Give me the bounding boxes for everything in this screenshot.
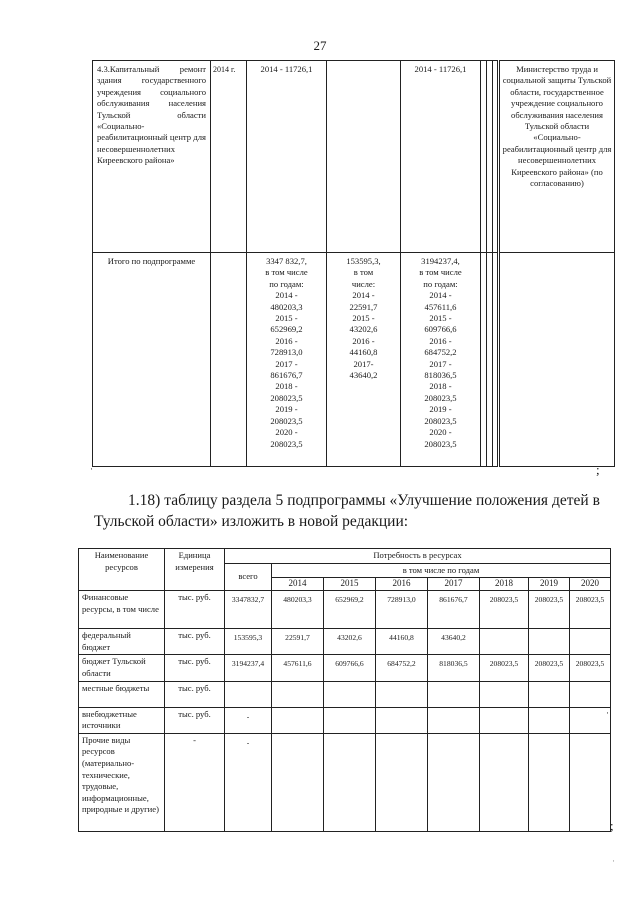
total-line: 2016 - xyxy=(275,335,298,346)
regional-line: 2020 - xyxy=(429,427,452,438)
resource-name: внебюджетные источники xyxy=(79,707,165,733)
total-line: 3347 832,7, xyxy=(266,256,307,266)
resource-year-value xyxy=(480,707,529,733)
resource-year-value: 43640,2 xyxy=(428,629,480,655)
federal-line: 44160,8 xyxy=(349,347,378,358)
table-row xyxy=(93,61,615,253)
total-line: 2019 - xyxy=(275,404,298,415)
resource-year-value xyxy=(324,681,376,707)
resource-year-value: 480203,3 xyxy=(272,591,324,629)
resource-unit: тыс. руб. xyxy=(165,707,225,733)
table-row xyxy=(79,733,611,831)
resource-year-value: 208023,5 xyxy=(529,591,570,629)
header-year: 2017 xyxy=(428,578,480,591)
header-year: 2019 xyxy=(529,578,570,591)
resource-total: - xyxy=(225,707,272,733)
resource-name: федеральный бюджет xyxy=(79,629,165,655)
total-line: 652969,2 xyxy=(270,324,303,335)
measure-name: 4.3.Капитальный ремонт здания государственного учреждения социального обслуживания населения Тульской области «Социально-реабилитационный центр для несовершеннолетних Киреевского района» xyxy=(93,61,211,253)
header-year: 2015 xyxy=(324,578,376,591)
header-year: 2020 xyxy=(570,578,611,591)
resource-year-value: 43202,6 xyxy=(324,629,376,655)
measure-year: 2014 г. xyxy=(211,61,247,253)
resource-name: местные бюджеты xyxy=(79,681,165,707)
resource-year-value: 861676,7 xyxy=(428,591,480,629)
regional-line: 2016 - xyxy=(429,335,452,346)
subprogram-federal xyxy=(327,253,401,467)
resource-year-value xyxy=(480,733,529,831)
resource-year-value xyxy=(529,707,570,733)
page-number: 27 xyxy=(313,38,327,53)
resource-year-value xyxy=(529,733,570,831)
resource-year-value xyxy=(570,733,611,831)
resource-name: Прочие виды ресурсов (материально-технические, трудовые, информационные, природные и другие) xyxy=(79,733,165,831)
federal-line: 153595,3, xyxy=(346,256,381,266)
regional-line: 3194237,4, xyxy=(421,256,460,266)
resource-year-value xyxy=(376,681,428,707)
header-row xyxy=(79,549,611,564)
header-year: 2018 xyxy=(480,578,529,591)
measure-federal xyxy=(327,61,401,253)
table2-terminator: ; xyxy=(610,818,614,833)
empty-cell xyxy=(211,253,247,467)
amendment-paragraph: 1.18) таблицу раздела 5 подпрограммы «Улучшение положения детей в Тульской области» изложить в новой редакции: xyxy=(94,492,600,530)
resource-year-value: 652969,2 xyxy=(324,591,376,629)
total-line: 861676,7 xyxy=(270,370,303,381)
regional-line: по годам: xyxy=(423,278,458,289)
margin-mark: · xyxy=(612,856,615,866)
subprogram-total-label: Итого по подпрограмме xyxy=(93,253,211,467)
resource-year-value xyxy=(570,629,611,655)
resource-year-value xyxy=(376,707,428,733)
resource-year-value xyxy=(428,733,480,831)
resource-year-value: 208023,5 xyxy=(570,655,611,681)
resource-year-value xyxy=(324,733,376,831)
regional-line: 2019 - xyxy=(429,404,452,415)
table-row xyxy=(79,629,611,655)
header-total: всего xyxy=(225,563,272,591)
resource-year-value: 818036,5 xyxy=(428,655,480,681)
table-row xyxy=(93,253,615,467)
resource-total: 3194237,4 xyxy=(225,655,272,681)
federal-line: 2014 - xyxy=(352,290,375,301)
federal-line: 2017- xyxy=(353,358,374,369)
resource-total: 3347832,7 xyxy=(225,591,272,629)
header-year: 2014 xyxy=(272,578,324,591)
regional-line: 208023,5 xyxy=(424,438,457,449)
regional-line: 2014 - xyxy=(429,290,452,301)
total-line: в том числе xyxy=(265,267,308,278)
table-row xyxy=(79,707,611,733)
total-line: 2020 - xyxy=(275,427,298,438)
resource-year-value: 457611,6 xyxy=(272,655,324,681)
subprogram-total xyxy=(247,253,327,467)
measure-executor: Министерство труда и социальной защиты Тульской области, государственное учреждение социального обслуживания населения Тульской области «Социально-реабилитационный центр для несовершеннолетних Киреевского района» (по согласованию) xyxy=(499,61,615,253)
table1-terminator: ; xyxy=(596,462,600,477)
header-unit: Единица измерения xyxy=(165,549,225,591)
total-line: 208023,5 xyxy=(270,392,303,403)
resource-year-value xyxy=(272,733,324,831)
header-year: 2016 xyxy=(376,578,428,591)
subprogram-measures-table xyxy=(92,60,615,467)
federal-line: 22591,7 xyxy=(349,301,378,312)
measure-total: 2014 - 11726,1 xyxy=(247,61,327,253)
resource-unit: тыс. руб. xyxy=(165,681,225,707)
resource-total xyxy=(225,681,272,707)
header-by-years: в том числе по годам xyxy=(272,563,611,578)
regional-line: 2017 - xyxy=(429,358,452,369)
resource-unit: тыс. руб. xyxy=(165,591,225,629)
federal-line: 2016 - xyxy=(352,335,375,346)
regional-line: 208023,5 xyxy=(424,415,457,426)
header-need: Потребность в ресурсах xyxy=(225,549,611,564)
resource-total: - xyxy=(225,733,272,831)
resource-name: Финансовые ресурсы, в том числе xyxy=(79,591,165,629)
resource-year-value xyxy=(480,629,529,655)
margin-mark: · xyxy=(90,464,93,474)
total-line: 208023,5 xyxy=(270,415,303,426)
margin-mark: · xyxy=(606,708,609,718)
regional-line: в том числе xyxy=(419,267,462,278)
table-row xyxy=(79,655,611,681)
federal-line: в том xyxy=(353,267,374,278)
total-line: 2017 - xyxy=(275,358,298,369)
resource-year-value xyxy=(570,707,611,733)
resource-unit: - xyxy=(165,733,225,831)
resource-year-value xyxy=(376,733,428,831)
total-line: 480203,3 xyxy=(270,301,303,312)
total-line: 728913,0 xyxy=(270,347,303,358)
resource-year-value: 208023,5 xyxy=(529,655,570,681)
regional-line: 609766,6 xyxy=(424,324,457,335)
resource-year-value: 728913,0 xyxy=(376,591,428,629)
resource-year-value xyxy=(272,707,324,733)
total-line: 2014 - xyxy=(275,290,298,301)
resource-name: бюджет Тульской области xyxy=(79,655,165,681)
regional-line: 2018 - xyxy=(429,381,452,392)
regional-line: 457611,6 xyxy=(424,301,457,312)
resource-year-value: 208023,5 xyxy=(480,655,529,681)
resource-year-value: 44160,8 xyxy=(376,629,428,655)
federal-line: 43202,6 xyxy=(349,324,378,335)
resource-unit: тыс. руб. xyxy=(165,655,225,681)
resource-year-value: 208023,5 xyxy=(480,591,529,629)
regional-line: 208023,5 xyxy=(424,392,457,403)
resource-year-value xyxy=(529,629,570,655)
table-row xyxy=(79,591,611,629)
total-line: по годам: xyxy=(269,278,304,289)
measure-regional: 2014 - 11726,1 xyxy=(401,61,481,253)
total-line: 2018 - xyxy=(275,381,298,392)
resources-table xyxy=(78,548,611,832)
resource-year-value xyxy=(570,681,611,707)
regional-line: 684752,2 xyxy=(424,347,457,358)
resource-year-value: 22591,7 xyxy=(272,629,324,655)
federal-line: 43640,2 xyxy=(349,370,378,381)
resource-year-value: 684752,2 xyxy=(376,655,428,681)
resource-year-value: 609766,6 xyxy=(324,655,376,681)
resource-year-value xyxy=(428,707,480,733)
resource-year-value xyxy=(272,681,324,707)
total-line: 208023,5 xyxy=(270,438,303,449)
subprogram-regional xyxy=(401,253,481,467)
resource-year-value: 208023,5 xyxy=(570,591,611,629)
empty-cell xyxy=(499,253,615,467)
resource-year-value xyxy=(324,707,376,733)
resource-unit: тыс. руб. xyxy=(165,629,225,655)
regional-line: 818036,5 xyxy=(424,370,457,381)
total-line: 2015 - xyxy=(275,313,298,324)
header-name: Наименование ресурсов xyxy=(79,549,165,591)
regional-line: 2015 - xyxy=(429,313,452,324)
resource-year-value xyxy=(529,681,570,707)
resource-year-value xyxy=(428,681,480,707)
resource-year-value xyxy=(480,681,529,707)
resource-total: 153595,3 xyxy=(225,629,272,655)
table-row xyxy=(79,681,611,707)
federal-line: числе: xyxy=(351,278,376,289)
federal-line: 2015 - xyxy=(352,313,375,324)
